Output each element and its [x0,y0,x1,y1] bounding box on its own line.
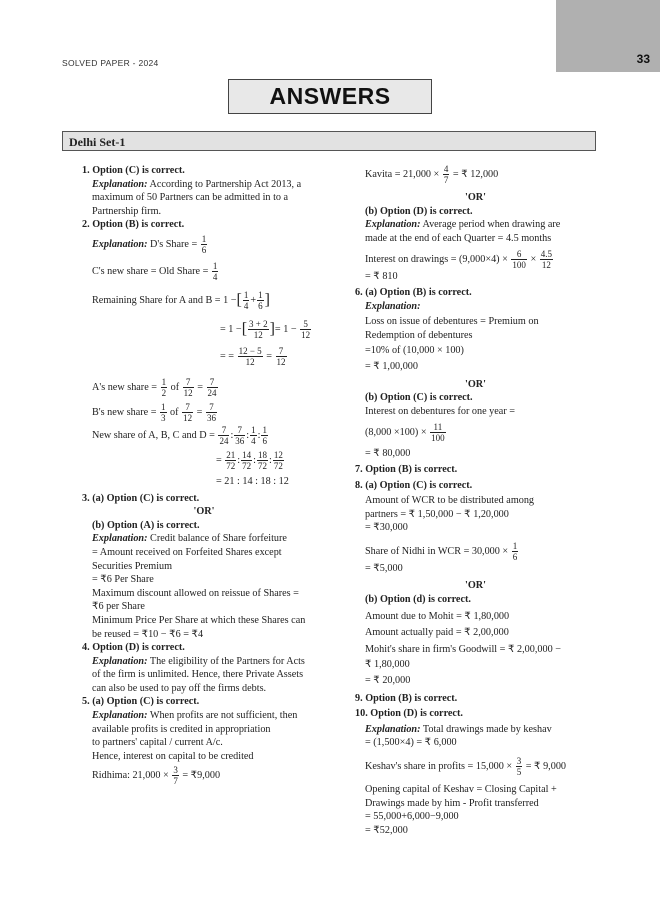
answer-head: 8. (a) Option (C) is correct. [355,479,473,491]
explanation-line: = 55,000+6,000−9,000 [365,811,459,823]
calc-line: = $\frac{21}{72}$ : $\frac{14}{72}$ : $\frac{18}{72}$ : $\frac{12}{72}$ [216,449,283,471]
or-separator: 'OR' [465,580,486,592]
explanation-line: = ₹ 1,00,000 [365,360,418,372]
answer-head: 1. Option (C) is correct. [82,165,185,176]
explanation: Explanation: Total drawings made by keshav [365,723,552,735]
explanation-line: Minimum Price Per Share at which these Shares can [92,614,306,626]
explanation-line: = ₹6 Per Share [92,574,154,586]
result-line: = ₹ 80,000 [365,448,411,460]
result-line: = ₹ 20,000 [365,675,411,687]
explanation-line: Mohit's share in firm's Goodwill = ₹ 2,00,000 − [365,643,561,655]
d-share-line: Explanation: D's Share = $\frac{1}{6}$ [92,233,207,255]
answer-head: 7. Option (B) is correct. [355,463,458,475]
explanation-line: Securities Premium [92,560,173,572]
explanation-line: Maximum discount allowed on reissue of Shares = [92,587,299,599]
a-share-line: A's new share = $\frac{1}{2}$ of $\frac{7}{12}$ = $\frac{7}{24}$ [92,376,217,398]
nidhi-share-line: Share of Nidhi in WCR = 30,000 × $\frac{1}{6}$ [365,540,518,562]
interest-drawings-line: Interest on drawings = (9,000×4) × $\frac{6}{100}$ × $\frac{4.5}{12}$ [365,249,552,271]
answer-head: 5. (a) Option (C) is correct. [82,696,200,708]
answer-head: (b) Option (C) is correct. [365,392,473,404]
explanation-line: Interest on debentures for one year = [365,405,516,417]
explanation-line: partners = ₹ 1,50,000 − ₹ 1,20,000 [365,508,509,520]
result-line: = ₹5,000 [365,562,403,574]
explanation: Explanation: When profits are not sufficient, then [92,710,298,722]
explanation-line: Amount actually paid = ₹ 2,00,000 [365,627,509,639]
explanation-line: maximum of 50 Partners can be admitted in to a [92,192,289,204]
left-column [82,164,326,786]
answer-5 [82,695,326,786]
right-column [355,164,596,837]
explanation-line: Hence, interest on capital to be credited [92,750,254,762]
calc-line: = 1 −[ $\frac{3 + 2}{12}$ ]= 1 − $\frac{5}{12}$ [220,318,311,340]
explanation-line: = (1,500×4) = ₹ 6,000 [365,737,457,749]
explanation-line: can also be used to pay off the firms debts. [92,682,267,694]
answer-1 [82,164,326,218]
debenture-interest-line: (8,000 ×100) × $\frac{11}{100}$ [365,422,445,444]
section-heading: Delhi Set-1 [62,131,596,151]
answer-head: (b) Option (d) is correct. [365,594,471,606]
explanation-line: Drawings made by him - Profit transferred [365,797,539,809]
running-header: SOLVED PAPER - 2024 [62,58,159,68]
explanation: Explanation: According to Partnership Act 2013, a [92,178,302,190]
abcd-share-line: New share of A, B, C and D = $\frac{7}{24}$ : $\frac{7}{36}$ : $\frac{1}{4}$ : $\frac{1}{6}$ [92,424,267,446]
answer-3 [82,492,326,642]
answer-head: 3. (a) Option (C) is correct. [82,492,200,504]
explanation: Explanation: Credit balance of Share forfeiture [92,533,287,545]
explanation-line: Redemption of debentures [365,329,473,341]
or-separator: 'OR' [465,192,486,203]
or-separator: 'OR' [465,378,486,390]
answer-head: 10. Option (D) is correct. [355,708,463,720]
explanation-line: Amount due to Mohit = ₹ 1,80,000 [365,610,510,622]
answer-head: 2. Option (B) is correct. [82,219,185,231]
answer-4 [82,641,326,695]
answer-head: 9. Option (B) is correct. [355,692,458,704]
answer-head: (b) Option (A) is correct. [92,519,200,531]
explanation: Explanation: Average period when drawing are [365,219,561,231]
explanation-line: Loss on issue of debentures = Premium on [365,316,539,328]
explanation-line: made at the end of each Quarter = 4.5 months [365,232,552,244]
page-title: ANSWERS [228,79,432,114]
remaining-share-line: Remaining Share for A and B = 1 −[ $\frac{1}{4}$ + $\frac{1}{6}$ ] [92,289,270,311]
ridhima-line: Ridhima: 21,000 × $\frac{3}{7}$ = ₹9,000 [92,765,221,787]
b-share-line: B's new share = $\frac{1}{3}$ of $\frac{7}{12}$ = $\frac{7}{36}$ [92,401,216,423]
answer-head: 4. Option (D) is correct. [82,642,185,654]
explanation-line: available profits is credited in appropriation [92,723,271,735]
explanation-line: to partners' capital / current A/c. [92,737,223,749]
explanation-line: = Amount received on Forfeited Shares except [92,546,282,558]
explanation-line: = ₹30,000 [365,522,408,534]
or-separator: 'OR' [193,506,215,518]
c-share-line: C's new share = Old Share = $\frac{1}{4}$ [92,260,218,282]
explanation-line: Opening capital of Keshav = Closing Capital + [365,784,557,795]
explanation-line: ₹6 per Share [92,601,145,613]
calc-line: = = $\frac{12 - 5}{12}$ = $\frac{7}{12}$ [220,345,286,367]
answer-head: 6. (a) Option (B) is correct. [355,286,472,298]
explanation-line: be reused = ₹10 − ₹6 = ₹4 [92,628,204,640]
answer-2 [82,218,326,488]
explanation-line: of the firm is unlimited. Hence, there Private Assets [92,669,304,681]
result-line: = ₹52,000 [365,824,408,836]
page-number-tab [556,0,660,72]
explanation-line: ₹ 1,80,000 [365,659,410,671]
kavita-line: Kavita = 21,000 × $\frac{4}{7}$ = ₹ 12,000 [365,164,499,185]
page-number: 33 [636,52,650,66]
ratio-line: = 21 : 14 : 18 : 12 [216,475,289,487]
result-line: = ₹ 810 [365,271,398,283]
explanation-line: =10% of (10,000 × 100) [365,345,464,357]
explanation-line: Amount of WCR to be distributed among [365,495,535,507]
keshav-share-line: Keshav's share in profits = 15,000 × $\frac{3}{5}$ = ₹ 9,000 [365,756,567,777]
answer-head: (b) Option (D) is correct. [365,205,473,217]
explanation-line: Partnership firm. [92,205,162,217]
explanation-label: Explanation: [365,300,421,312]
explanation: Explanation: The eligibility of the Partners for Acts [92,655,305,667]
